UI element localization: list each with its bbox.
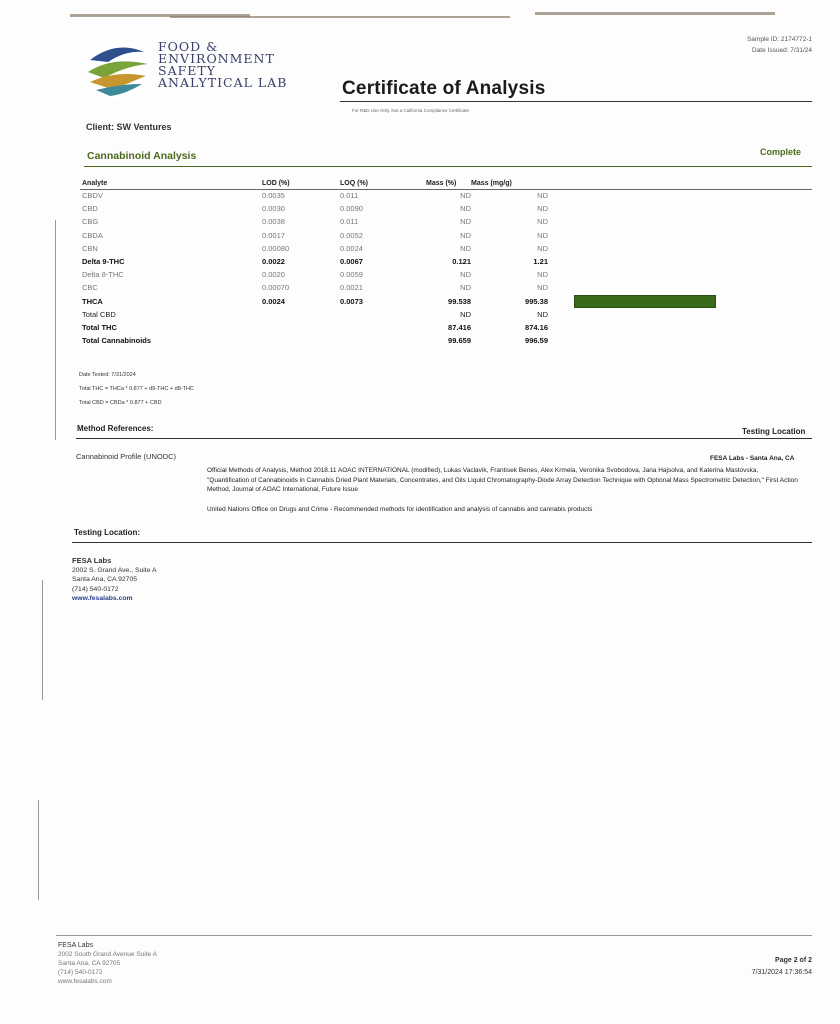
sample-info	[708, 34, 812, 56]
mass-pct-cell: 87.416	[448, 322, 471, 332]
analyte-cell: THCA	[82, 296, 103, 306]
mass-mg-cell: ND	[537, 270, 548, 280]
lab-name-text: FESA Labs	[72, 556, 112, 565]
mass-mg-cell: ND	[537, 191, 548, 201]
logo-line: SAFETY	[158, 63, 216, 78]
mass-mg-cell: ND	[537, 217, 548, 227]
mass-pct-cell: ND	[460, 217, 471, 227]
analyte-cell: CBC	[82, 283, 98, 293]
table-row	[78, 189, 764, 202]
col-header-bar	[548, 178, 764, 189]
scan-edge	[38, 800, 39, 900]
lod-cell: 0.00070	[262, 283, 290, 293]
table-body	[78, 189, 764, 347]
table-row	[78, 268, 764, 281]
mass-pct-cell: 0.121	[452, 257, 471, 267]
mass-pct-cell: ND	[460, 283, 471, 293]
page-number: Page 2 of 2	[775, 957, 812, 964]
aoac-method: Official Methods of Analysis, Method 2018.11 AOAC INTERNATIONAL (modified), Lukas Vaclavik, Frantisek Benes, Alex Krmela, Veronika Svobodova, Jana Hajsolva, and Katerina Mastovska, "Quantification of Cannabinoids in Cannabis Dried Plant Materials, Concentrates, and Oils Liquid Chromatography-Diode Array Detection Technique with Optional Mass Spectrometric Detection," First Action Method, Journal of AOAC International, Future Issue	[207, 467, 798, 493]
analyte-cell: Total Cannabinoids	[82, 336, 152, 346]
table-row	[78, 242, 764, 255]
mass-mg-cell: 1.21	[533, 257, 548, 267]
lod-cell	[262, 308, 340, 321]
mass-pct-cell: ND	[460, 204, 471, 214]
bar-cell	[548, 229, 764, 242]
section-rule	[84, 166, 812, 167]
lod-cell	[262, 334, 340, 347]
method-references-heading: Method References:	[77, 424, 154, 433]
page-subtitle: For R&D Use Only. Not a California Compliance Certificate	[352, 108, 469, 113]
bar-cell	[548, 308, 764, 321]
scan-edge	[55, 220, 56, 440]
lod-cell: 0.0030	[262, 204, 285, 214]
table-row	[78, 308, 764, 321]
lod-cell: 0.0017	[262, 230, 285, 240]
bar-cell	[548, 215, 764, 228]
col-header-mass-mg: Mass (mg/g)	[471, 180, 512, 187]
col-header-loq: LOQ (%)	[340, 180, 368, 187]
loq-cell	[340, 308, 426, 321]
analyte-cell: CBG	[82, 217, 99, 227]
bar-cell	[548, 281, 764, 294]
testing-location-rule	[72, 542, 812, 543]
cannabinoid-profile: Cannabinoid Profile (UNODC)	[76, 452, 177, 461]
footer-phone: (714) 540-0172	[58, 969, 103, 976]
bar-cell	[548, 268, 764, 281]
lod-cell: 0.0035	[262, 191, 285, 201]
loq-cell: 0.0059	[340, 270, 363, 280]
mass-mg-cell: ND	[537, 204, 548, 214]
logo-line: FOOD &	[158, 39, 219, 54]
lod-cell: 0.00080	[262, 243, 290, 253]
scan-artifact	[535, 12, 775, 15]
testing-address	[72, 556, 157, 604]
concentration-bar	[574, 295, 716, 308]
analyte-cell: Total CBD	[82, 309, 116, 319]
mass-mg-cell: 995.38	[525, 296, 548, 306]
bar-cell	[548, 202, 764, 215]
analyte-cell: CBDV	[82, 191, 103, 201]
footer-city: Santa Ana, CA 92705	[58, 960, 121, 967]
results-table	[78, 178, 764, 347]
lod-cell	[262, 321, 340, 334]
footer-street: 2002 South Grand Avenue Suite A	[58, 951, 157, 958]
lod-cell: 0.0038	[262, 217, 285, 227]
footer-address	[58, 941, 157, 986]
table-row	[78, 334, 764, 347]
loq-cell: 0.0024	[340, 243, 363, 253]
bar-cell	[548, 255, 764, 268]
mass-pct-cell: ND	[460, 270, 471, 280]
loq-cell: 0.0067	[340, 257, 363, 267]
loq-cell: 0.011	[340, 217, 359, 227]
date-issued: Date Issued: 7/31/24	[752, 47, 812, 54]
page-title: Certificate of Analysis	[342, 78, 546, 99]
testing-location-title: Testing Location:	[74, 528, 141, 537]
website-link[interactable]: www.fesalabs.com	[72, 595, 133, 602]
footer-name: FESA Labs	[58, 942, 94, 949]
logo-line: ENVIRONMENT	[158, 51, 275, 66]
loq-cell: 0.0090	[340, 204, 363, 214]
status-badge: Complete	[760, 147, 802, 157]
sample-id: Sample ID: 2174772-1	[746, 36, 812, 43]
notes	[79, 368, 194, 410]
testing-location-heading: Testing Location	[742, 427, 806, 436]
total-thc-formula: Total THC = THCa * 0.877 + d9-THC + d8-THC	[79, 386, 194, 392]
mass-mg-cell: 996.59	[525, 336, 548, 346]
total-cbd-formula: Total CBD = CBDa * 0.877 + CBD	[79, 400, 162, 406]
mass-pct-cell: ND	[460, 309, 471, 319]
table-row	[78, 321, 764, 334]
scan-edge	[42, 580, 43, 700]
analyte-cell: Total THC	[82, 322, 117, 332]
bar-cell	[548, 295, 764, 308]
mass-mg-cell: ND	[537, 283, 548, 293]
date-tested: Date Tested: 7/31/2024	[79, 372, 136, 378]
loq-cell: 0.0073	[340, 296, 363, 306]
street: 2002 S. Grand Ave., Suite A	[72, 566, 157, 574]
mass-pct-cell: ND	[460, 230, 471, 240]
table-header-rule	[80, 189, 812, 190]
col-header-analyte: Analyte	[82, 180, 108, 187]
section-title: Cannabinoid Analysis	[87, 150, 197, 162]
mass-pct-cell: 99.538	[448, 296, 471, 306]
mass-mg-cell: ND	[537, 230, 548, 240]
mass-pct-cell: 99.659	[448, 336, 471, 346]
table-row	[78, 255, 764, 268]
loq-cell	[340, 334, 426, 347]
lod-cell: 0.0020	[262, 270, 285, 280]
table-header-row	[78, 178, 764, 189]
loq-cell: 0.011	[340, 191, 359, 201]
lab-logo-icon	[86, 38, 150, 100]
analyte-cell: CBDA	[82, 230, 103, 240]
unodc-method: United Nations Office on Drugs and Crime - Recommended methods for identification and analysis of cannabis and cannabis products	[207, 506, 593, 513]
analyte-cell: CBN	[82, 243, 98, 253]
print-timestamp: 7/31/2024 17:36:54	[751, 969, 812, 976]
table-row	[78, 229, 764, 242]
phone: (714) 540-0172	[72, 585, 119, 593]
lab-location: FESA Labs - Santa Ana, CA	[710, 455, 795, 462]
mass-mg-cell: ND	[537, 243, 548, 253]
title-rule	[340, 101, 812, 102]
page-info	[712, 955, 812, 979]
logo-line: ANALYTICAL LAB	[158, 75, 288, 90]
mass-mg-cell: ND	[537, 309, 548, 319]
col-header-lod: LOD (%)	[262, 180, 290, 187]
bar-cell	[548, 189, 764, 202]
scan-artifact	[170, 16, 510, 18]
table-row	[78, 215, 764, 228]
lod-cell: 0.0024	[262, 296, 285, 306]
mass-pct-cell: ND	[460, 191, 471, 201]
bar-cell	[548, 242, 764, 255]
lab-name	[158, 41, 287, 89]
table-row	[78, 202, 764, 215]
loq-cell: 0.0052	[340, 230, 363, 240]
client-name: Client: SW Ventures	[86, 122, 172, 132]
col-header-mass-pct: Mass (%)	[426, 180, 457, 187]
footer-rule	[56, 935, 812, 936]
bar-cell	[548, 334, 764, 347]
lab-logo	[86, 38, 288, 100]
city: Santa Ana, CA 92705	[72, 576, 138, 583]
analyte-cell: Delta 9-THC	[82, 257, 125, 267]
table-row	[78, 295, 764, 308]
lod-cell: 0.0022	[262, 257, 285, 267]
table-row	[78, 281, 764, 294]
method-rule	[76, 438, 812, 439]
mass-mg-cell: 874.16	[525, 322, 548, 332]
analyte-cell: Delta 8-THC	[82, 270, 124, 280]
loq-cell: 0.0021	[340, 283, 363, 293]
footer-web: www.fesalabs.com	[58, 978, 112, 985]
analyte-cell: CBD	[82, 204, 98, 214]
mass-pct-cell: ND	[460, 243, 471, 253]
bar-cell	[548, 321, 764, 334]
loq-cell	[340, 321, 426, 334]
